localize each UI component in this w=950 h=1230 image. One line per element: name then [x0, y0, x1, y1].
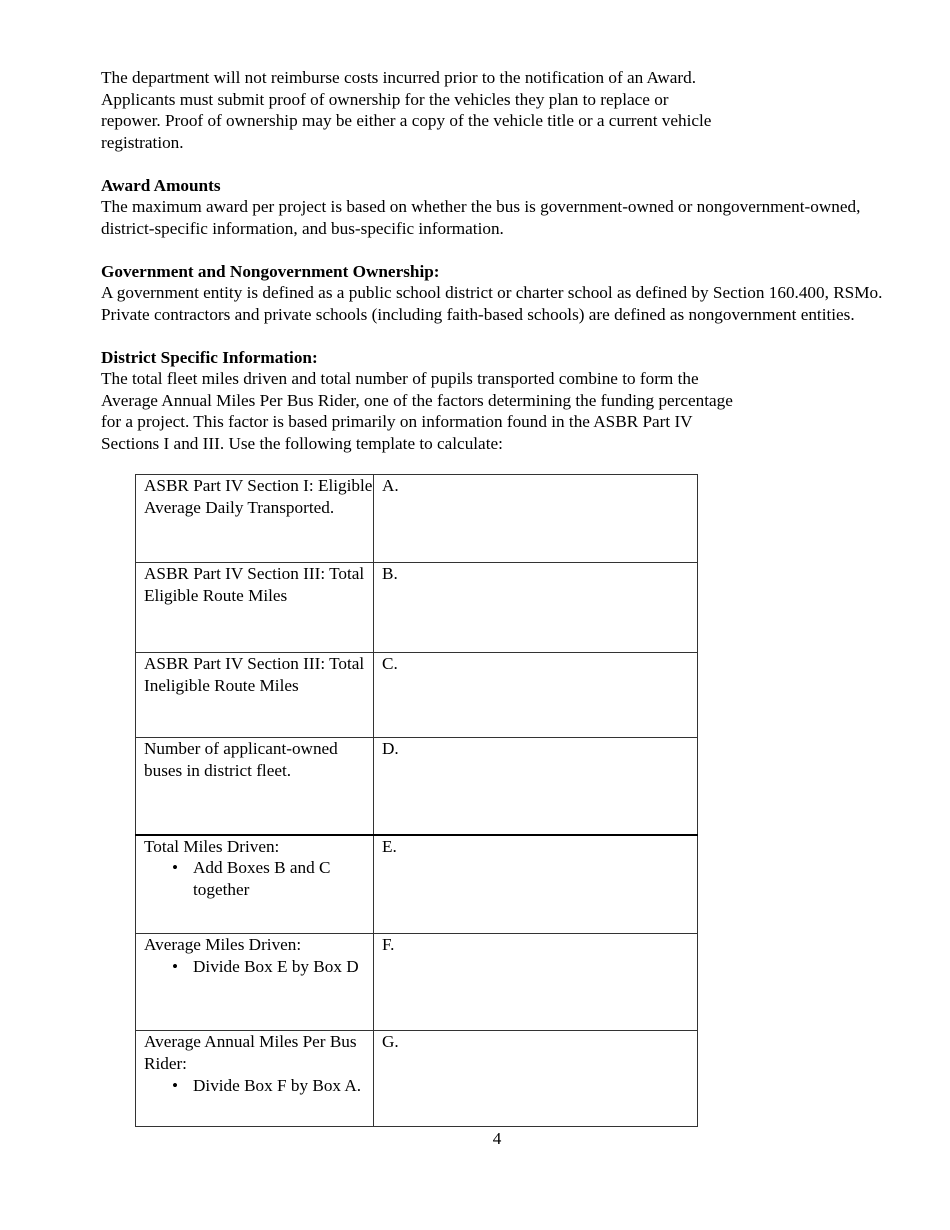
row-label: ASBR Part IV Section I: Eligible Average Daily Transported. [136, 475, 374, 563]
page-number: 4 [492, 1129, 502, 1148]
bullet-list [144, 1075, 373, 1097]
row-box: F. [374, 934, 698, 1031]
row-box: B. [374, 563, 698, 653]
row-label: ASBR Part IV Section III: Total Eligible Route Miles [136, 563, 374, 653]
award-heading: Award Amounts [101, 175, 221, 195]
bullet-icon: • [172, 858, 179, 878]
row-box: G. [374, 1031, 698, 1127]
row-label: Average Annual Miles Per Bus Rider: [144, 1032, 357, 1073]
row-label: Average Miles Driven: [144, 935, 302, 954]
bullet-item [144, 1075, 373, 1097]
bullet-list [144, 857, 373, 901]
bullet-list [144, 956, 373, 978]
bullet-item [144, 956, 373, 978]
row-label: Total Miles Driven: [144, 836, 280, 856]
table-row [136, 738, 698, 835]
award-section [101, 175, 891, 240]
row-label-cell [136, 835, 374, 934]
ownership-heading: Government and Nongovernment Ownership: [101, 261, 440, 281]
intro-line: The department will not reimburse costs incurred prior to the notification of an Award. [101, 68, 697, 87]
row-box: D. [374, 738, 698, 835]
intro-line: Applicants must submit proof of ownership for the vehicles they plan to replace or [101, 89, 669, 109]
bullet-item [144, 857, 373, 901]
row-label: ASBR Part IV Section III: Total Ineligible Route Miles [136, 653, 374, 738]
bullet-text: Divide Box E by Box D [193, 956, 359, 976]
row-box: E. [374, 835, 698, 934]
table-row [136, 563, 698, 653]
table-row [136, 653, 698, 738]
row-box: A. [374, 475, 698, 563]
award-text: The maximum award per project is based on whether the bus is government-owned or nongovernment-owned, district-specific information, and bus-specific information. [101, 197, 861, 238]
calculation-template-table [135, 474, 698, 1127]
ownership-section [101, 261, 891, 326]
table-row [136, 835, 698, 934]
row-label: Number of applicant-owned buses in district fleet. [136, 738, 374, 835]
row-box: C. [374, 653, 698, 738]
row-label-cell [136, 1031, 374, 1127]
intro-paragraph [101, 67, 891, 153]
district-section [101, 347, 891, 455]
intro-line: repower. Proof of ownership may be either a copy of the vehicle title or a current vehicle [101, 111, 712, 130]
row-label-cell [136, 934, 374, 1031]
ownership-text: A government entity is defined as a public school district or charter school as defined by Section 160.400, RSMo. Private contractors and private schools (including faith-based schools) are defined as nongovernment entities. [101, 283, 883, 324]
page-content [101, 67, 891, 454]
table-row [136, 1031, 698, 1127]
table-row [136, 475, 698, 563]
district-line: The total fleet miles driven and total number of pupils transported combine to form the [101, 369, 699, 388]
bullet-icon: • [172, 1075, 179, 1095]
district-line: Average Annual Miles Per Bus Rider, one of the factors determining the funding percentage [101, 390, 733, 410]
district-heading: District Specific Information: [101, 347, 318, 367]
bullet-icon: • [172, 956, 179, 976]
bullet-text: Add Boxes B and C together [193, 858, 331, 900]
district-line: for a project. This factor is based primarily on information found in the ASBR Part IV [101, 412, 693, 431]
bullet-text: Divide Box F by Box A. [193, 1075, 362, 1095]
district-line: Sections I and III. Use the following template to calculate: [101, 433, 503, 453]
table-row [136, 934, 698, 1031]
intro-line: registration. [101, 132, 184, 152]
